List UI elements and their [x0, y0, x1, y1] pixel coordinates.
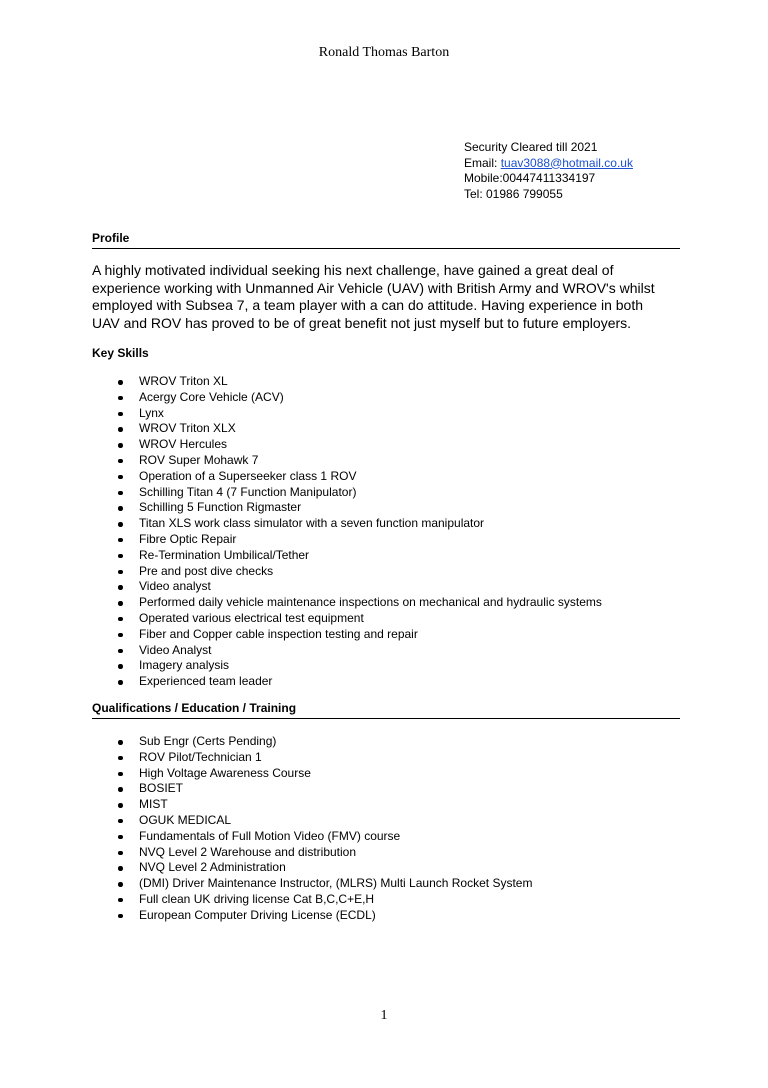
- list-item: MIST: [92, 797, 532, 813]
- list-item: WROV Hercules: [92, 437, 602, 453]
- list-item: NVQ Level 2 Administration: [92, 860, 532, 876]
- profile-text: A highly motivated individual seeking his next challenge, have gained a great deal of experience working with Unmanned Air Vehicle (UAV) with British Army and WROV's whilst employed with Subsea 7, a team player with a can do attitude. Having experience in both UAV and ROV has proved to be of great benefit not just myself but to future employers.: [92, 262, 655, 331]
- list-item: WROV Triton XLX: [92, 421, 602, 437]
- list-item: Experienced team leader: [92, 674, 602, 690]
- list-item: OGUK MEDICAL: [92, 813, 532, 829]
- list-item: European Computer Driving License (ECDL): [92, 908, 532, 924]
- list-item: Fundamentals of Full Motion Video (FMV) course: [92, 829, 532, 845]
- qualifications-heading: Qualifications / Education / Training: [92, 701, 680, 719]
- email-link[interactable]: tuav3088@hotmail.co.uk: [500, 155, 633, 170]
- list-item: Video Analyst: [92, 643, 602, 659]
- telephone-number: Tel: 01986 799055: [464, 186, 563, 201]
- list-item: Sub Engr (Certs Pending): [92, 734, 532, 750]
- list-item: ROV Pilot/Technician 1: [92, 750, 532, 766]
- list-item: Titan XLS work class simulator with a seven function manipulator: [92, 516, 602, 532]
- list-item: Re-Termination Umbilical/Tether: [92, 548, 602, 564]
- list-item: BOSIET: [92, 781, 532, 797]
- list-item: Lynx: [92, 406, 602, 422]
- list-item: Video analyst: [92, 579, 602, 595]
- list-item: NVQ Level 2 Warehouse and distribution: [92, 845, 532, 861]
- list-item: Performed daily vehicle maintenance inspections on mechanical and hydraulic systems: [92, 595, 602, 611]
- document-header-name: Ronald Thomas Barton: [318, 45, 450, 60]
- list-item: Fibre Optic Repair: [92, 532, 602, 548]
- key-skills-heading: Key Skills: [92, 346, 149, 360]
- contact-block: [464, 140, 764, 202]
- qualifications-list: [92, 734, 532, 924]
- list-item: Operation of a Superseeker class 1 ROV: [92, 469, 602, 485]
- list-item: Schilling 5 Function Rigmaster: [92, 500, 602, 516]
- security-clearance: Security Cleared till 2021: [464, 140, 598, 154]
- profile-heading: Profile: [92, 231, 680, 249]
- email-line: [464, 156, 764, 172]
- key-skills-list: [92, 374, 602, 690]
- list-item: ROV Super Mohawk 7: [92, 453, 602, 469]
- page-number: 1: [380, 1008, 388, 1023]
- list-item: Schilling Titan 4 (7 Function Manipulator): [92, 485, 602, 501]
- list-item: High Voltage Awareness Course: [92, 766, 532, 782]
- list-item: Fiber and Copper cable inspection testing and repair: [92, 627, 602, 643]
- email-label: Email:: [464, 155, 501, 170]
- list-item: Operated various electrical test equipment: [92, 611, 602, 627]
- list-item: Full clean UK driving license Cat B,C,C+E,H: [92, 892, 532, 908]
- list-item: Imagery analysis: [92, 658, 602, 674]
- list-item: (DMI) Driver Maintenance Instructor, (MLRS) Multi Launch Rocket System: [92, 876, 532, 892]
- list-item: WROV Triton XL: [92, 374, 602, 390]
- list-item: Pre and post dive checks: [92, 564, 602, 580]
- mobile-number: Mobile:00447411334197: [464, 171, 596, 185]
- list-item: Acergy Core Vehicle (ACV): [92, 390, 602, 406]
